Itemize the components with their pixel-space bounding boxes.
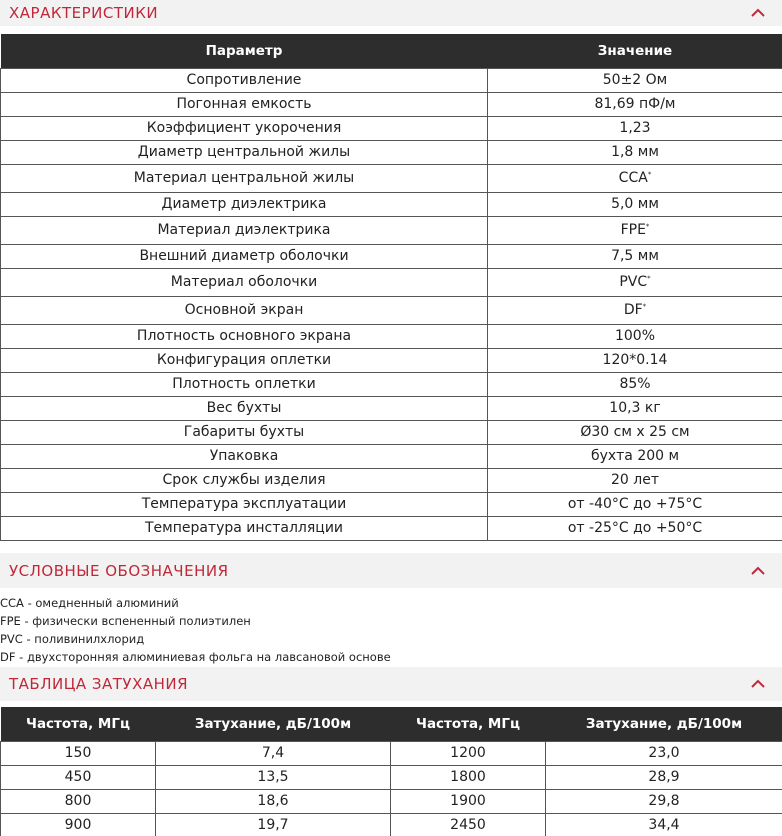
- table-row: [1, 268, 782, 296]
- param-cell: Погонная емкость: [1, 92, 488, 116]
- value-text: от -25°С до +50°С: [567, 520, 703, 536]
- table-row: [1, 444, 782, 468]
- param-cell: Диаметр диэлектрика: [1, 192, 488, 216]
- column-header-value: Значение: [488, 34, 782, 68]
- legend-item: [0, 630, 391, 648]
- attenuation-cell: 13,5: [156, 765, 391, 789]
- table-row: [1, 140, 782, 164]
- legend-item: [0, 648, 391, 666]
- column-header-frequency: Частота, МГц: [1, 707, 156, 741]
- param-cell: Плотность основного экрана: [1, 324, 488, 348]
- param-cell: Материал оболочки: [1, 268, 488, 296]
- value-cell: [488, 244, 782, 268]
- attenuation-cell: 29,8: [546, 789, 782, 813]
- table-row: [1, 216, 782, 244]
- table-row: [1, 244, 782, 268]
- value-cell: [488, 216, 782, 244]
- frequency-cell: 800: [1, 789, 156, 813]
- table-row: [1, 164, 782, 192]
- value-cell: [488, 372, 782, 396]
- value-text: DF: [623, 302, 643, 318]
- value-cell: [488, 140, 782, 164]
- value-text: 100%: [614, 328, 656, 344]
- column-header-frequency: Частота, МГц: [391, 707, 546, 741]
- value-text: 81,69 пФ/м: [594, 96, 676, 112]
- value-text: PVC: [619, 274, 648, 290]
- value-text: 5,0 мм: [611, 196, 659, 212]
- attenuation-cell: 23,0: [546, 741, 782, 765]
- value-cell: [488, 348, 782, 372]
- param-cell: Диаметр центральной жилы: [1, 140, 488, 164]
- value-text: 85%: [619, 376, 651, 392]
- table-row: [1, 765, 782, 789]
- value-cell: [488, 268, 782, 296]
- value-cell: [488, 444, 782, 468]
- value-cell: [488, 164, 782, 192]
- legend-list: [0, 594, 391, 666]
- table-row: [1, 741, 782, 765]
- column-header-attenuation: Затухание, дБ/100м: [156, 707, 391, 741]
- param-cell: Основной экран: [1, 296, 488, 324]
- frequency-cell: 1200: [391, 741, 546, 765]
- legend-abbr: CCA: [0, 596, 24, 610]
- param-cell: Температура эксплуатации: [1, 492, 488, 516]
- characteristics-table: [0, 34, 782, 541]
- legend-item: [0, 594, 391, 612]
- legend-abbr: DF: [0, 650, 16, 664]
- table-row: [1, 492, 782, 516]
- param-cell: Вес бухты: [1, 396, 488, 420]
- table-row: [1, 372, 782, 396]
- value-text: 10,3 кг: [609, 400, 661, 416]
- legend-abbr: PVC: [0, 632, 23, 646]
- value-text: Ø30 см х 25 см: [580, 424, 690, 440]
- table-row: [1, 789, 782, 813]
- column-header-parameter: Параметр: [1, 34, 488, 68]
- footnote-marker: *: [642, 302, 647, 311]
- value-cell: [488, 492, 782, 516]
- footnote-marker: *: [645, 222, 650, 231]
- value-text: 50±2 Ом: [602, 72, 668, 88]
- param-cell: Сопротивление: [1, 68, 488, 92]
- table-header-row: [1, 34, 782, 68]
- value-cell: [488, 92, 782, 116]
- value-cell: [488, 116, 782, 140]
- value-text: FPE: [620, 222, 646, 238]
- value-cell: [488, 396, 782, 420]
- table-row: [1, 420, 782, 444]
- value-cell: [488, 420, 782, 444]
- value-text: 7,5 мм: [611, 248, 659, 264]
- table-row: [1, 92, 782, 116]
- table-row: [1, 468, 782, 492]
- param-cell: Материал диэлектрика: [1, 216, 488, 244]
- value-cell: [488, 468, 782, 492]
- table-row: [1, 68, 782, 92]
- param-cell: Внешний диаметр оболочки: [1, 244, 488, 268]
- table-row: [1, 516, 782, 540]
- table-header-row: [1, 707, 782, 741]
- value-cell: [488, 296, 782, 324]
- value-cell: [488, 324, 782, 348]
- param-cell: Габариты бухты: [1, 420, 488, 444]
- attenuation-cell: 18,6: [156, 789, 391, 813]
- table-row: [1, 324, 782, 348]
- column-header-attenuation: Затухание, дБ/100м: [546, 707, 782, 741]
- attenuation-cell: 19,7: [156, 813, 391, 836]
- value-text: 1,8 мм: [611, 144, 659, 160]
- attenuation-cell: 34,4: [546, 813, 782, 836]
- legend-text: - омедненный алюминий: [23, 596, 179, 610]
- value-text: 1,23: [619, 120, 651, 136]
- chevron-up-icon[interactable]: [750, 5, 766, 21]
- value-cell: [488, 192, 782, 216]
- value-text: бухта 200 м: [590, 448, 680, 464]
- frequency-cell: 1800: [391, 765, 546, 789]
- param-cell: Температура инсталляции: [1, 516, 488, 540]
- characteristics-header[interactable]: [0, 0, 782, 26]
- param-cell: Материал центральной жилы: [1, 164, 488, 192]
- legend-abbr: FPE: [0, 614, 21, 628]
- chevron-up-icon[interactable]: [750, 676, 766, 692]
- attenuation-header[interactable]: [0, 667, 782, 701]
- param-cell: Упаковка: [1, 444, 488, 468]
- value-text: 20 лет: [611, 472, 659, 488]
- param-cell: Коэффициент укорочения: [1, 116, 488, 140]
- frequency-cell: 150: [1, 741, 156, 765]
- legend-text: - поливинилхлорид: [22, 632, 145, 646]
- value-text: от -40°С до +75°С: [567, 496, 703, 512]
- characteristics-title: ХАРАКТЕРИСТИКИ: [9, 4, 159, 22]
- frequency-cell: 450: [1, 765, 156, 789]
- legend-text: - физически вспененный полиэтилен: [20, 614, 251, 628]
- legend-title: УСЛОВНЫЕ ОБОЗНАЧЕНИЯ: [9, 561, 229, 580]
- footnote-marker: *: [647, 170, 652, 179]
- attenuation-cell: 28,9: [546, 765, 782, 789]
- table-row: [1, 348, 782, 372]
- legend-header[interactable]: [0, 553, 782, 588]
- table-row: [1, 396, 782, 420]
- frequency-cell: 900: [1, 813, 156, 836]
- table-row: [1, 296, 782, 324]
- table-row: [1, 813, 782, 836]
- param-cell: Конфигурация оплетки: [1, 348, 488, 372]
- table-row: [1, 116, 782, 140]
- footnote-marker: *: [647, 274, 651, 283]
- value-text: 120*0.14: [602, 352, 668, 368]
- chevron-up-icon[interactable]: [750, 563, 766, 579]
- frequency-cell: 2450: [391, 813, 546, 836]
- param-cell: Плотность оплетки: [1, 372, 488, 396]
- param-cell: Срок службы изделия: [1, 468, 488, 492]
- legend-text: - двухсторонняя алюминиевая фольга на лавсановой основе: [15, 650, 391, 664]
- frequency-cell: 1900: [391, 789, 546, 813]
- table-row: [1, 192, 782, 216]
- legend-item: [0, 612, 391, 630]
- value-cell: [488, 68, 782, 92]
- value-cell: [488, 516, 782, 540]
- value-text: CCA: [618, 170, 648, 186]
- attenuation-cell: 7,4: [156, 741, 391, 765]
- attenuation-title: ТАБЛИЦА ЗАТУХАНИЯ: [9, 675, 189, 693]
- attenuation-table: [0, 707, 782, 836]
